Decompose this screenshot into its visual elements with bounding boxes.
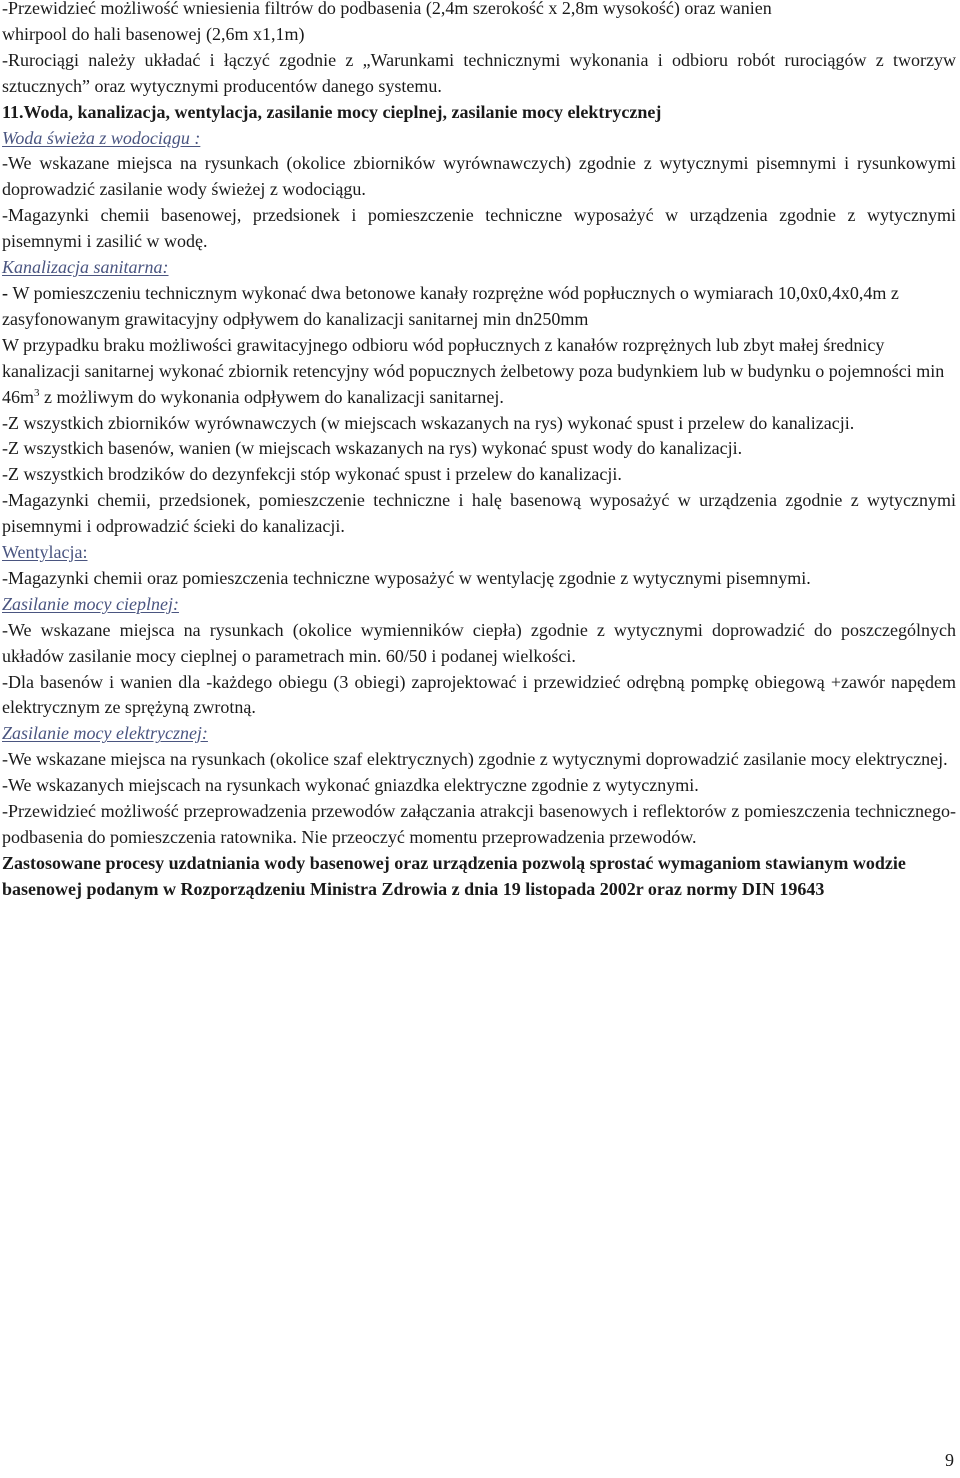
paragraph-chemical-storage-water: -Magazynki chemii basenowej, przedsionek i pomieszczenie techniczne wyposażyć w urządzenia zgodnie z wytycznymi pisemnymi i zasilić w wodę.: [2, 205, 956, 252]
paragraph-backwash-channels-text: W pomieszczeniu technicznym wykonać dwa betonowe kanały rozprężne wód popłucznych o wymiarach 10,0x0,4x0,4m z zasyfonowanym grawitacyjny odpływem do kanalizacji sanitarnej min dn250mm: [2, 282, 899, 329]
paragraph-filters-line2: whirpool do hali basenowej (2,6m x1,1m): [2, 23, 305, 44]
paragraph-electric-supply: -We wskazane miejsca na rysunkach (okolice szaf elektrycznych) zgodnie z wytycznymi doprowadzić zasilanie mocy elektrycznej.: [2, 749, 948, 770]
paragraph-chemical-storage-sewage: -Magazynki chemii, przedsionek, pomieszczenie techniczne i halę basenową wyposażyć w urządzenia zgodnie z wytycznymi pisemnymi i odprowadzić ścieki do kanalizacji.: [2, 490, 956, 537]
paragraph-retention-tank-text-b: z możliwym do wykonania odpływem do kanalizacji sanitarnej.: [39, 386, 504, 407]
subheading-ventilation-wrap: [2, 540, 956, 566]
subheading-sewage-wrap: [2, 255, 956, 281]
subheading-heat-supply-wrap: [2, 592, 956, 618]
subheading-electric-supply-wrap: [2, 721, 956, 747]
section-heading-11: 11.Woda, kanalizacja, wentylacja, zasilanie mocy cieplnej, zasilanie mocy elektrycznej: [2, 101, 662, 122]
page-number: 9: [945, 1450, 954, 1470]
paragraph-backwash-channels: [2, 281, 956, 333]
subheading-ventilation: Wentylacja:: [2, 542, 88, 563]
paragraph-attraction-wiring: -Przewidzieć możliwość przeprowadzenia przewodów załączania atrakcji basenowych i reflektorów z pomieszczenia technicznego-podbasenia do pomieszczenia ratownika. Nie przeoczyć momentu przeprowadzenia przewodów.: [2, 801, 956, 847]
subheading-fresh-water: Woda świeża z wodociągu :: [2, 127, 201, 148]
paragraph-circulation-pumps: -Dla basenów i wanien dla -każdego obiegu (3 obiegi) zaprojektować i przewidzieć odrębną pompkę obiegową +zawór napędem elektrycznym ze sprężyną zwrotną.: [2, 671, 956, 718]
bold-dash: -: [2, 282, 13, 303]
subheading-heat-supply: Zasilanie mocy cieplnej:: [2, 593, 179, 614]
paragraph-water-treatment-summary: Zastosowane procesy uzdatniania wody basenowej oraz urządzenia pozwolą sprostać wymaganiom stawianym wodzie basenowej podanym w Rozporządzeniu Ministra Zdrowia z dnia 19 listopada 2002r oraz normy DIN 19643: [2, 852, 906, 899]
superscript-cubic: 3: [34, 386, 40, 399]
paragraph-heat-supply: -We wskazane miejsca na rysunkach (okolice wymienników ciepła) zgodnie z wytycznymi doprowadzić do poszczególnych układów zasilanie mocy cieplnej o parametrach min. 60/50 i podanej wielkości.: [2, 619, 956, 666]
paragraph-balance-tanks-drain: -Z wszystkich zbiorników wyrównawczych (w miejscach wskazanych na rys) wykonać spust i przelew do kanalizacji.: [2, 412, 855, 433]
document-page: [2, 0, 956, 903]
paragraph-footbath-drain: -Z wszystkich brodzików do dezynfekcji stóp wykonać spust i przelew do kanalizacji.: [2, 464, 622, 485]
paragraph-pools-drain: -Z wszystkich basenów, wanien (w miejscach wskazanych na rys) wykonać spust wody do kanalizacji.: [2, 438, 743, 459]
paragraph-ventilation: -Magazynki chemii oraz pomieszczenia techniczne wyposażyć w wentylację zgodnie z wytycznymi pisemnymi.: [2, 567, 811, 588]
paragraph-pipelines: -Rurociągi należy układać i łączyć zgodnie z „Warunkami technicznymi wykonania i odbioru robót rurociągów z tworzyw sztucznych” oraz wytycznymi producentów danego systemu.: [2, 49, 956, 96]
paragraph-retention-tank: [2, 333, 956, 411]
paragraph-sockets: -We wskazanych miejscach na rysunkach wykonać gniazdka elektryczne zgodnie z wytycznymi.: [2, 775, 699, 796]
subheading-electric-supply: Zasilanie mocy elektrycznej:: [2, 723, 208, 744]
subheading-fresh-water-wrap: [2, 126, 956, 152]
paragraph-filters-line1: -Przewidzieć możliwość wniesienia filtrów do podbasenia (2,4m szerokość x 2,8m wysokość) oraz wanien: [2, 0, 772, 18]
paragraph-fresh-water-supply: -We wskazane miejsca na rysunkach (okolice zbiorników wyrównawczych) zgodnie z wytycznymi pisemnymi i rysunkowymi doprowadzić zasilanie wody świeżej z wodociągu.: [2, 153, 956, 200]
paragraph-retention-tank-text-a: W przypadku braku możliwości grawitacyjnego odbioru wód popłucznych z kanałów rozprężnych lub zbyt małej średnicy kanalizacji sanitarnej wykonać zbiornik retencyjny wód popucznych żelbetowy poza budynkiem lub w budynku o pojemności min 46m: [2, 334, 945, 407]
subheading-sewage: Kanalizacja sanitarna:: [2, 257, 169, 278]
